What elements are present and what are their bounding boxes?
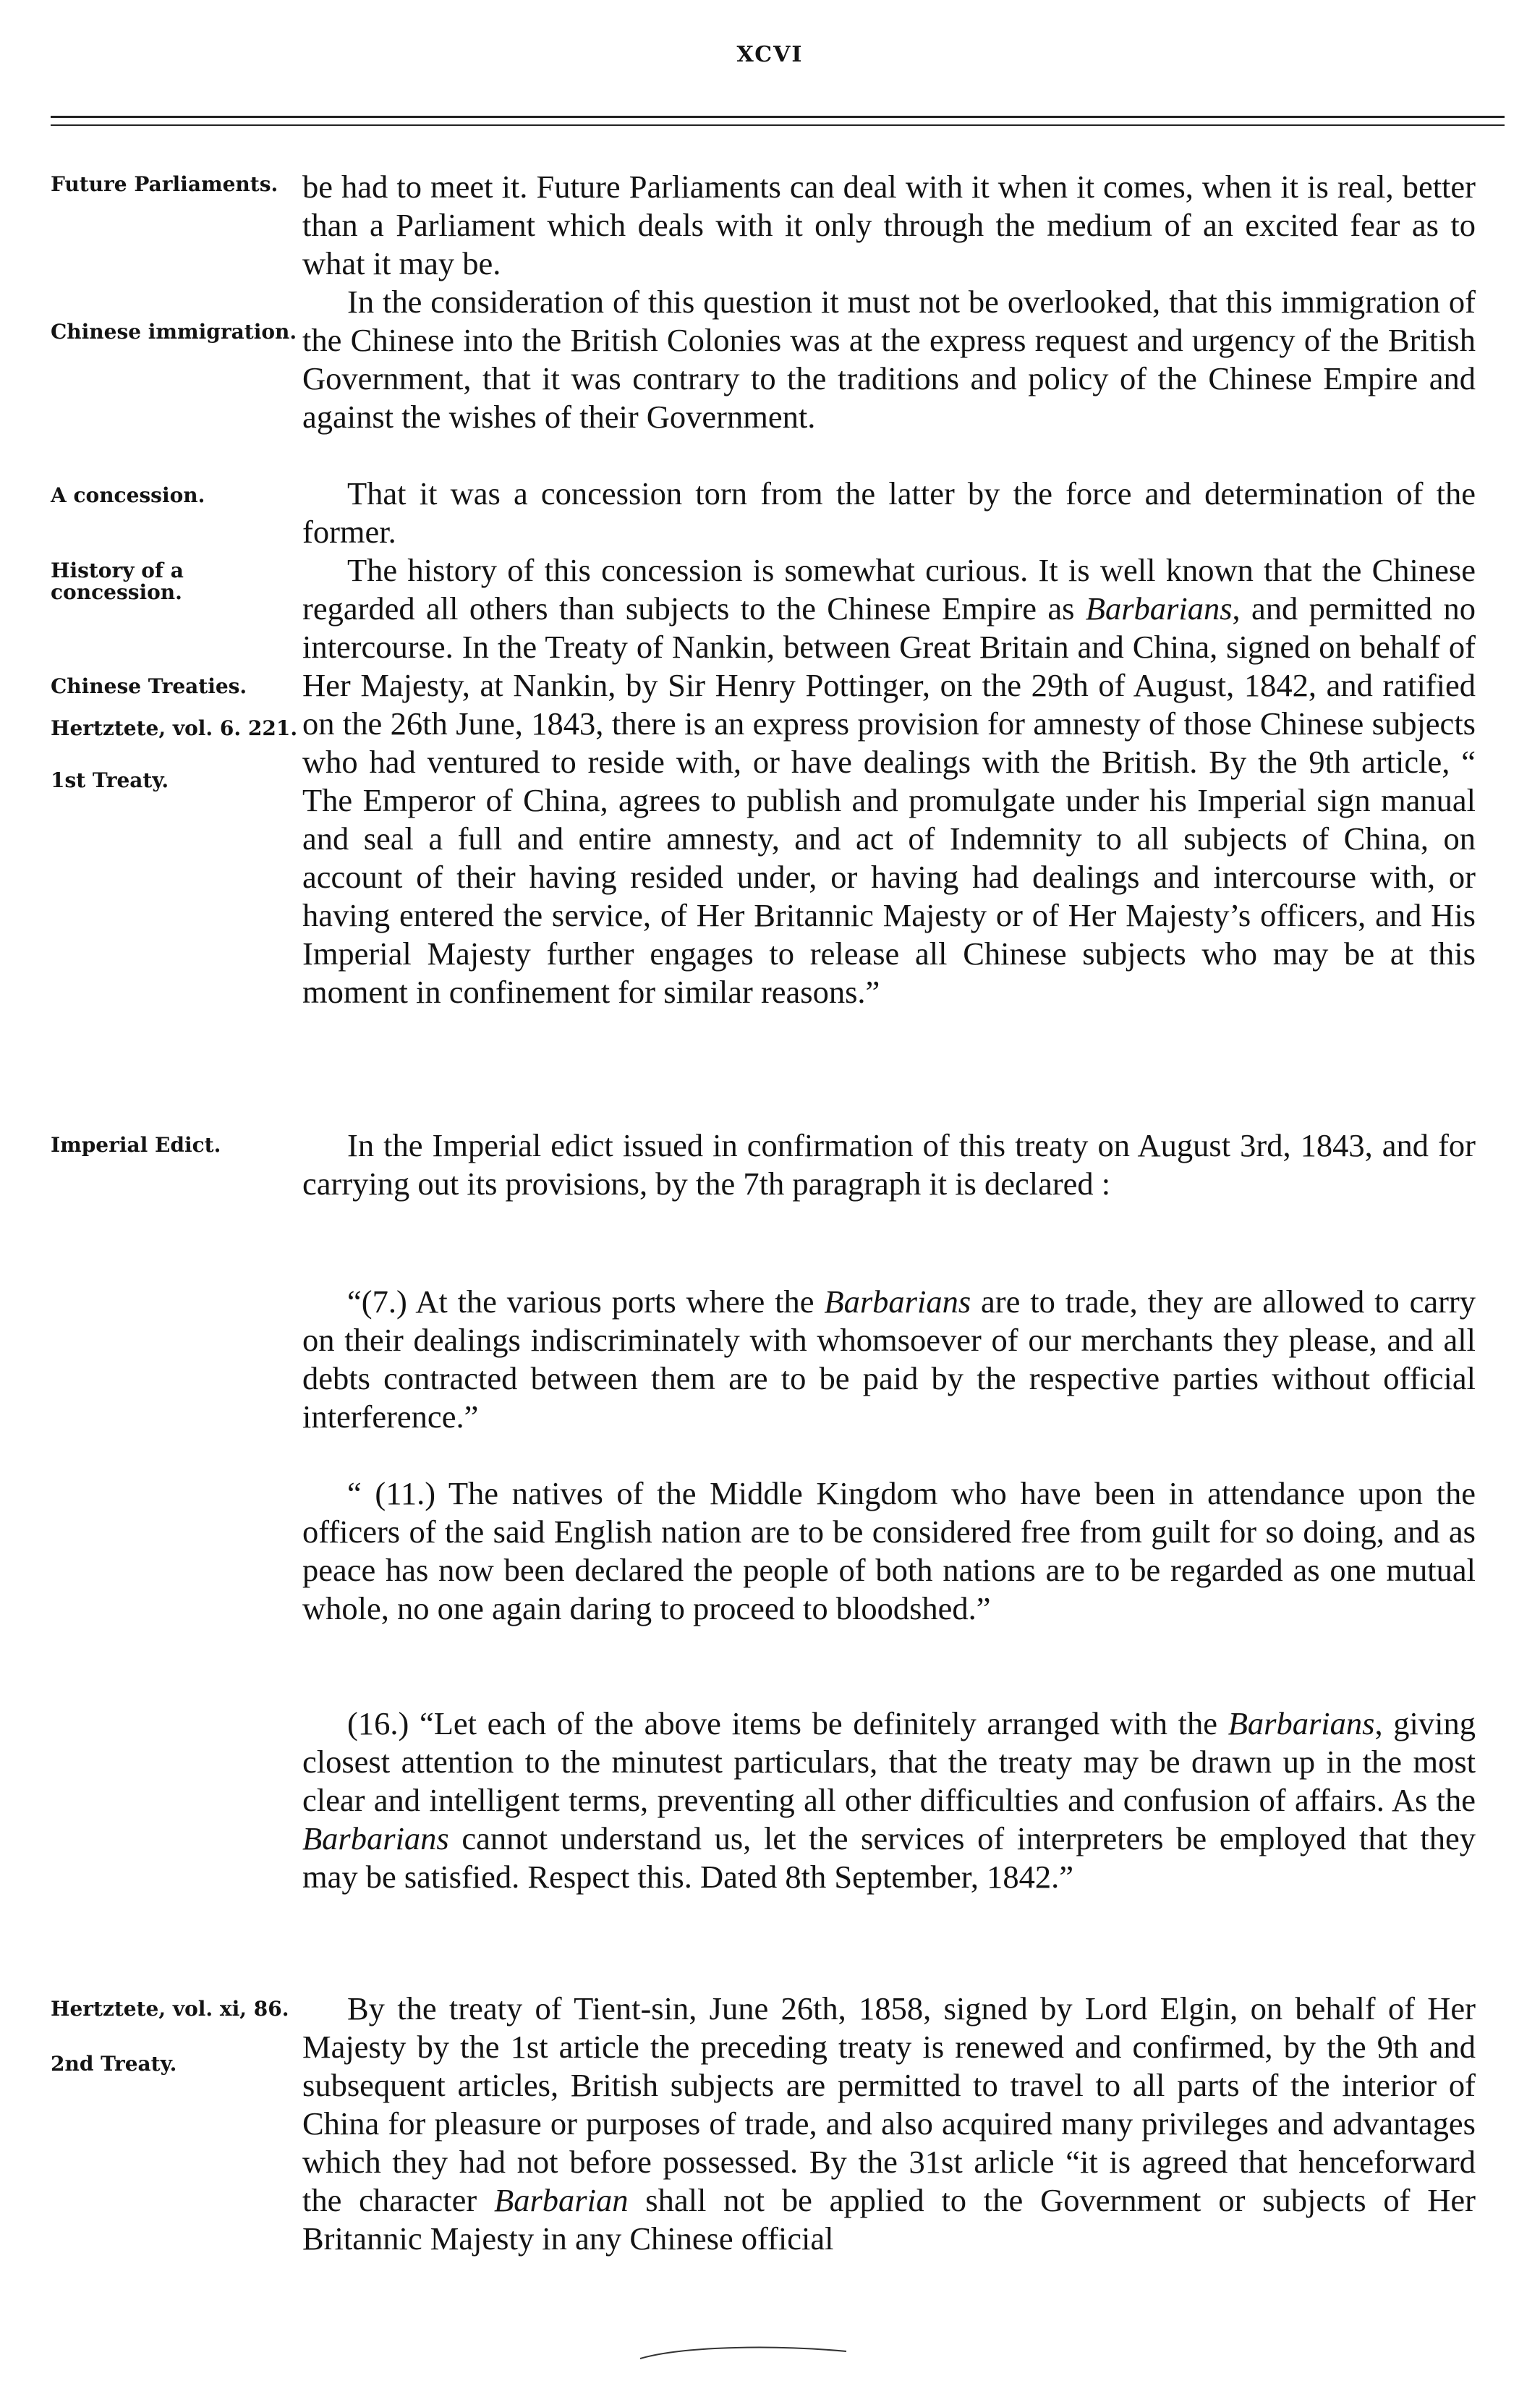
- margin-note-future-parliaments: Future Parliaments.: [51, 172, 278, 196]
- margin-note-hertztete-vol11: Hertztete, vol. xi, 86.: [51, 1997, 289, 2021]
- margin-note-chinese-immigration: Chinese immigration.: [51, 320, 297, 344]
- paragraph-imperial-edict: In the Imperial edict issued in confirmation of this treaty on August 3rd, 1843, and for carrying out its provisions, by the 7th paragraph it is declared :: [302, 1127, 1476, 1202]
- ink-mark: [637, 2343, 854, 2363]
- margin-note-imperial-edict: Imperial Edict.: [51, 1133, 221, 1157]
- margin-note-history: History of a concession.: [51, 559, 184, 604]
- margin-note-first-treaty: 1st Treaty.: [51, 768, 169, 792]
- paragraph-history: The history of this concession is somewhat curious. It is well known that the Chinese regarded all others than subjects to the Chinese Empire as Barbarians, and permitted no intercourse. In the Treaty of Nankin, between Great Britain and China, signed on behalf of Her Majesty, at Nankin, by Sir Henry Pottinger, on the 29th of August, 1842, and ratified on the 26th June, 1843, there is an express provision for amnesty of those Chinese subjects who had ventured to reside with, or have dealings with the British. By the 9th article, “ The Emperor of China, agrees to publish and promulgate under his Imperial sign manual and seal a full and entire amnesty, and act of Indemnity to all subjects of China, on account of their having resided under, or having had dealings and intercourse with, or having entered the service, of Her Britannic Majesty or of Her Majesty’s officers, and His Imperial Majesty further engages to release all Chinese subjects who may be at this moment in confinement for similar reasons.”: [302, 552, 1476, 1010]
- page-number: XCVI: [736, 42, 804, 67]
- quote-article-11: “ (11.) The natives of the Middle Kingdom who have been in attendance upon the officers of the said English nation are to be considered free from guilt for so doing, and as peace has now been declared the people of both nations are to be regarded as one mutual whole, no one again daring to proceed to bloodshed.”: [302, 1475, 1476, 1626]
- paragraph-future-parliaments: be had to meet it. Future Parliaments can deal with it when it comes, when it is real, better than a Parliament which deals with it only through the medium of an excited fear as to what it may be.: [302, 169, 1476, 281]
- paragraph-immigration: In the consideration of this question it must not be overlooked, that this immigration of the Chinese into the British Colonies was at the express request and urgency of the British Government, that it was contrary to the traditions and policy of the Chinese Empire and against the wishes of their Government.: [302, 284, 1476, 435]
- header-rule: [51, 116, 1505, 118]
- header-rule-thin: [51, 124, 1505, 126]
- margin-note-second-treaty: 2nd Treaty.: [51, 2052, 177, 2076]
- paragraph-concession: That it was a concession torn from the latter by the force and determination of the former.: [302, 475, 1476, 550]
- quote-article-16: (16.) “Let each of the above items be definitely arranged with the Barbarians, giving closest attention to the minutest particulars, that the treaty may be drawn up in the most clear and intelligent terms, preventing all other difficulties and confusion of affairs. As the Barbarians cannot understand us, let the services of interpreters be employed that they may be satisfied. Respect this. Dated 8th September, 1842.”: [302, 1705, 1476, 1895]
- paragraph-tientsin-treaty: By the treaty of Tient-sin, June 26th, 1858, signed by Lord Elgin, on behalf of Her Majesty by the 1st article the preceding treaty is renewed and confirmed, by the 9th and subsequent articles, British subjects are permitted to travel to all parts of the interior of China for pleasure or purposes of trade, and also acquired many privileges and advantages which they had not before possessed. By the 31st arlicle “it is agreed that henceforward the character Barbarian shall not be applied to the Government or subjects of Her Britannic Majesty in any Chinese official: [302, 1990, 1476, 2257]
- margin-note-a-concession: A concession.: [51, 483, 205, 507]
- margin-note-hertztete-vol6: Hertztete, vol. 6. 221.: [51, 716, 298, 740]
- quote-article-7: “(7.) At the various ports where the Barbarians are to trade, they are allowed to carry on their dealings indiscriminately with whomsoever of our merchants they please, and all debts contracted between them are to be paid by the respective parties without official interference.”: [302, 1283, 1476, 1435]
- margin-note-chinese-treaties: Chinese Treaties.: [51, 674, 247, 698]
